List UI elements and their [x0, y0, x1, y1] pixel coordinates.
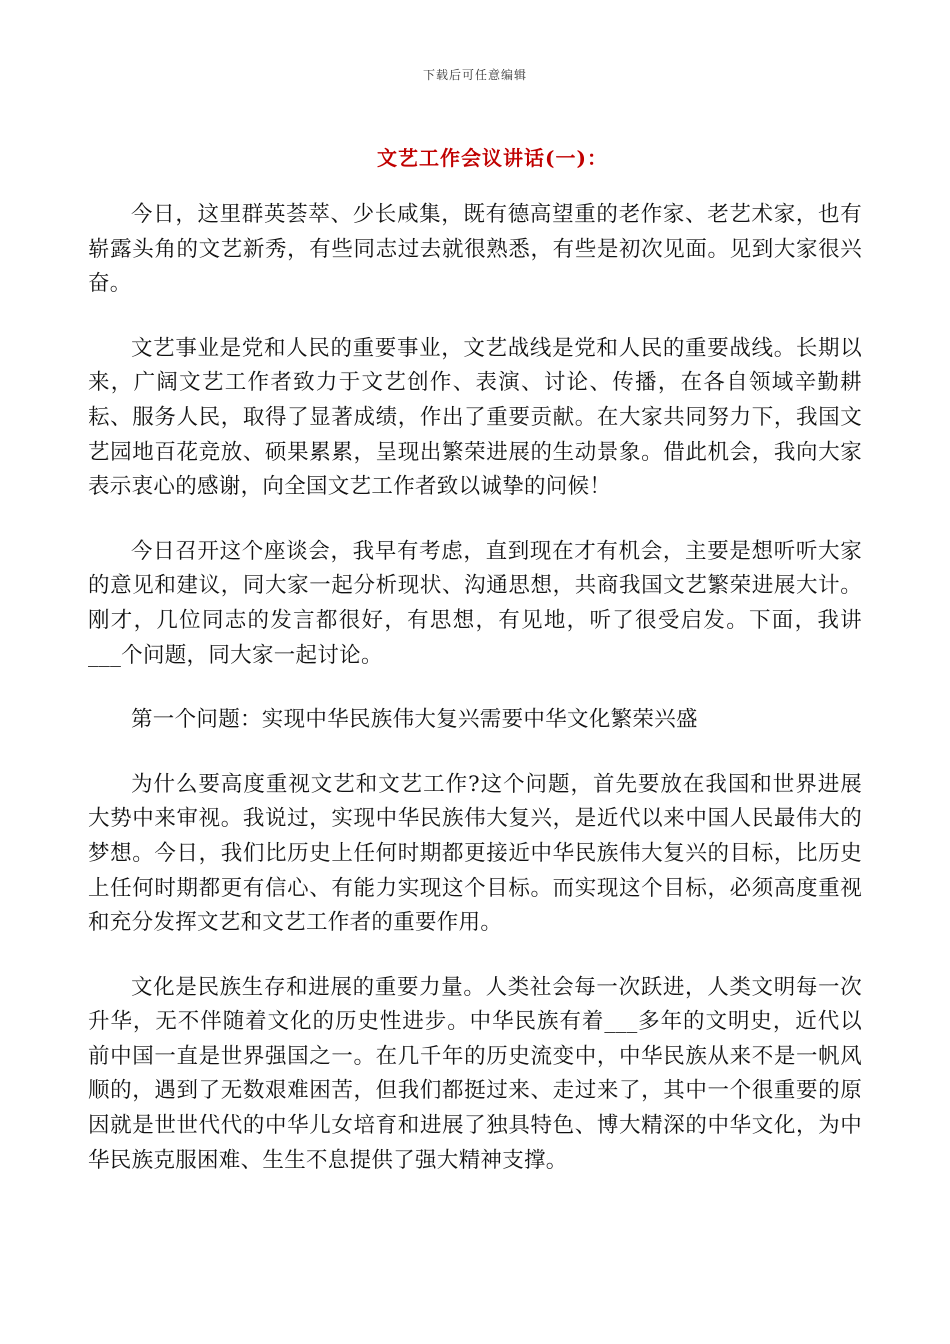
document-body	[88, 198, 862, 1208]
document-title: 文艺工作会议讲话(一)：	[377, 146, 608, 170]
paragraph-greeting: 今日，这里群英荟萃、少长咸集，既有德高望重的老作家、老艺术家，也有崭露头角的文艺新秀，有些同志过去就很熟悉，有些是初次见面。见到大家很兴奋。	[88, 202, 862, 297]
paragraph-meeting-purpose: 今日召开这个座谈会，我早有考虑，直到现在才有机会，主要是想听听大家的意见和建议，同大家一起分析现状、沟通思想，共商我国文艺繁荣进展大计。刚才，几位同志的发言都很好，有思想，有见地，听了很受启发。下面，我讲___个问题，同大家一起讨论。	[88, 538, 862, 668]
section-heading: 第一个问题：实现中华民族伟大复兴需要中华文化繁荣兴盛	[131, 707, 698, 733]
header-note: 下载后可任意编辑	[422, 68, 527, 82]
paragraph-culture-power: 文化是民族生存和进展的重要力量。人类社会每一次跃进，人类文明每一次升华，无不伴随着文化的历史性进步。中华民族有着___多年的文明史，近代以前中国一直是世界强国之一。在几千年的历史流变中，中华民族从来不是一帆风顺的，遇到了无数艰难困苦，但我们都挺过来、走过来了，其中一个很重要的原因就是世世代代的中华儿女培育和进展了独具特色、博大精深的中华文化，为中华民族克服困难、生生不息提供了强大精神支撑。	[88, 974, 862, 1173]
paragraph-why-literature: 为什么要高度重视文艺和文艺工作?这个问题，首先要放在我国和世界进展大势中来审视。我说过，实现中华民族伟大复兴，是近代以来中国人民最伟大的梦想。今日，我们比历史上任何时期都更接近中华民族伟大复兴的目标，比历史上任何时期都更有信心、有能力实现这个目标。而实现这个目标，必须高度重视和充分发挥文艺和文艺工作者的重要作用。	[88, 771, 862, 936]
paragraph-achievements: 文艺事业是党和人民的重要事业，文艺战线是党和人民的重要战线。长期以来，广阔文艺工作者致力于文艺创作、表演、讨论、传播，在各自领域辛勤耕耘、服务人民，取得了显著成绩，作出了重要贡献。在大家共同努力下，我国文艺园地百花竞放、硕果累累，呈现出繁荣进展的生动景象。借此机会，我向大家表示衷心的感谢，向全国文艺工作者致以诚挚的问候！	[88, 335, 862, 500]
